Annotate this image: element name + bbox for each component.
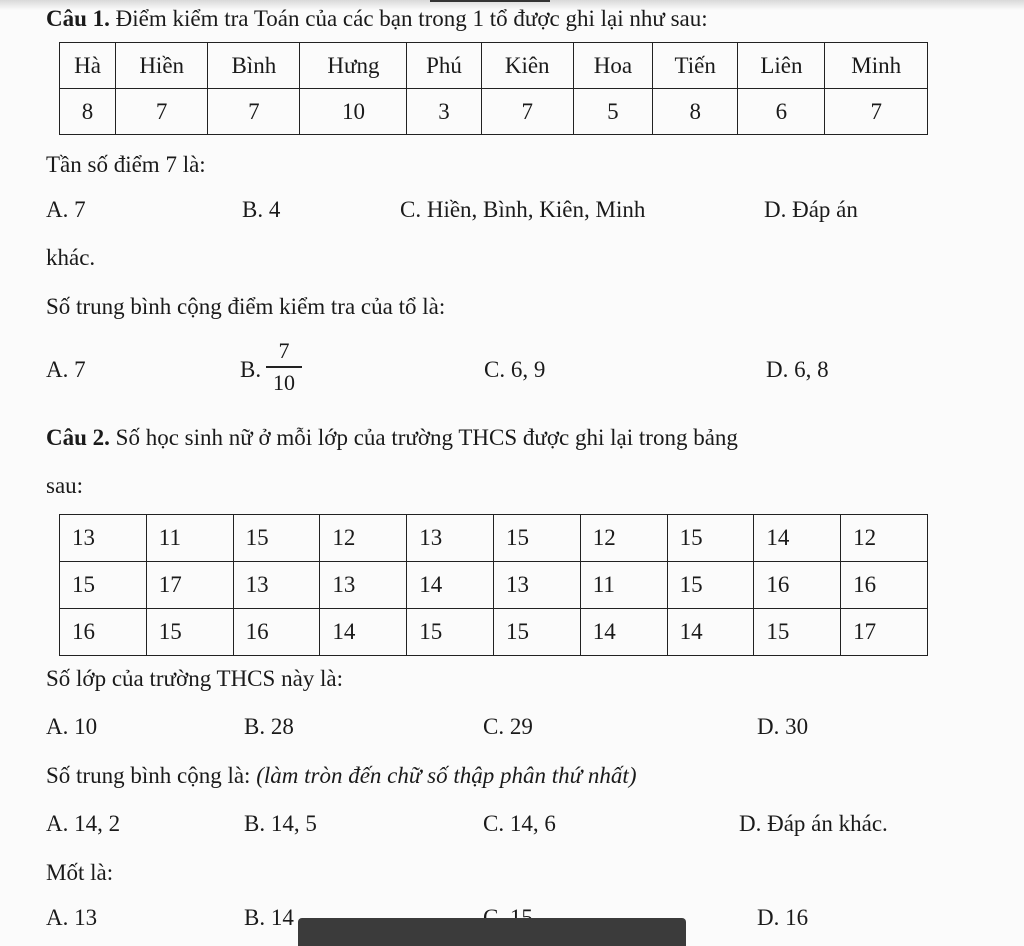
table-cell: 15 (146, 609, 233, 656)
q1-sub1-option-d: D. Đáp án (764, 197, 858, 222)
q2-sub3-option-b: B. 14 (244, 905, 294, 930)
table-cell: 5 (573, 89, 652, 135)
table-cell: 14 (667, 609, 754, 656)
table-cell: Hiền (116, 43, 208, 89)
table-cell: 15 (667, 515, 754, 562)
table-cell: 15 (493, 515, 580, 562)
bottom-toolbar[interactable] (298, 918, 686, 946)
fraction-numerator: 7 (278, 338, 290, 363)
table-cell: 14 (754, 515, 841, 562)
table-cell: 14 (407, 562, 494, 609)
table-cell: 16 (233, 609, 320, 656)
table-cell: Bình (208, 43, 300, 89)
table-cell: 13 (407, 515, 494, 562)
table-cell: 14 (580, 609, 667, 656)
top-rule (430, 0, 550, 2)
table-row (60, 562, 928, 609)
q1-sub2-option-a: A. 7 (46, 357, 86, 382)
q2-sub2-option-d: D. Đáp án khác. (739, 811, 888, 836)
table-cell: Minh (825, 43, 928, 89)
q2-sub2-option-b: B. 14, 5 (244, 811, 317, 836)
table-cell: 16 (841, 562, 928, 609)
table-cell: Kiên (481, 43, 573, 89)
table-cell: 13 (233, 562, 320, 609)
table-row (60, 89, 928, 135)
table-cell: 12 (580, 515, 667, 562)
table-cell: Hưng (300, 43, 407, 89)
table-row (60, 515, 928, 562)
table-cell: 7 (116, 89, 208, 135)
table-cell: 11 (146, 515, 233, 562)
table-cell: 3 (407, 89, 481, 135)
table-cell: Hoa (573, 43, 652, 89)
table-cell: 7 (825, 89, 928, 135)
q2-sub3-question: Mốt là: (46, 860, 114, 885)
table-cell: 7 (208, 89, 300, 135)
table-cell: 17 (146, 562, 233, 609)
table-cell: 8 (653, 89, 738, 135)
q1-sub2-question: Số trung bình cộng điểm kiểm tra của tổ là: (46, 294, 446, 319)
table-cell: 15 (754, 609, 841, 656)
table-cell: Hà (60, 43, 116, 89)
table-cell: 15 (233, 515, 320, 562)
table-row (60, 609, 928, 656)
q1-sub1-question: Tần số điểm 7 là: (46, 152, 206, 177)
q2-sub1-option-b: B. 28 (244, 714, 294, 739)
q1-sub1-option-b: B. 4 (242, 197, 281, 222)
table-cell: 13 (493, 562, 580, 609)
table-cell: 12 (841, 515, 928, 562)
score-table (59, 42, 928, 135)
table-cell: 10 (300, 89, 407, 135)
table-cell: 16 (754, 562, 841, 609)
q1-sub2-option-b-prefix: B. (240, 357, 262, 382)
q1-sub1-option-a: A. 7 (46, 197, 86, 222)
q1-sub2-option-c: C. 6, 9 (484, 357, 546, 382)
q2-heading: Câu 2. Số học sinh nữ ở mỗi lớp của trường THCS được ghi lại trong bảng (46, 425, 738, 450)
table-cell: 13 (60, 515, 147, 562)
table-row (60, 43, 928, 89)
table-cell: Phú (407, 43, 481, 89)
table-cell: 11 (580, 562, 667, 609)
table-cell: 15 (667, 562, 754, 609)
fraction-bar (266, 366, 302, 368)
q2-sub2-option-a: A. 14, 2 (46, 811, 121, 836)
table-cell: 8 (60, 89, 116, 135)
class-count-table (59, 514, 928, 656)
q2-sub2-option-c: C. 14, 6 (483, 811, 556, 836)
table-cell: 13 (320, 562, 407, 609)
q2-sub3-option-d: D. 16 (757, 905, 809, 930)
table-cell: 6 (738, 89, 825, 135)
q1-sub2-option-d: D. 6, 8 (766, 357, 829, 382)
table-cell: 7 (481, 89, 573, 135)
q2-sub3-option-a: A. 13 (46, 905, 98, 930)
q1-sub2-option-b-fraction (266, 338, 302, 396)
table-cell: Liên (738, 43, 825, 89)
table-cell: 15 (60, 562, 147, 609)
table-cell: 14 (320, 609, 407, 656)
q2-sub1-option-d: D. 30 (757, 714, 809, 739)
table-cell: 17 (841, 609, 928, 656)
q1-sub1-option-c: C. Hiền, Bình, Kiên, Minh (400, 197, 646, 222)
q2-sub1-question: Số lớp của trường THCS này là: (46, 666, 344, 691)
table-cell: Tiến (653, 43, 738, 89)
table-cell: 15 (493, 609, 580, 656)
q1-sub1-option-d-cont: khác. (46, 245, 96, 270)
table-cell: 12 (320, 515, 407, 562)
q2-sub2-question: Số trung bình cộng là: (làm tròn đến chữ số thập phân thứ nhất) (46, 763, 637, 788)
q2-sub1-option-a: A. 10 (46, 714, 98, 739)
q2-heading-cont: sau: (46, 473, 84, 498)
q1-heading: Câu 1. Điểm kiểm tra Toán của các bạn trong 1 tổ được ghi lại như sau: (46, 6, 708, 31)
fraction-denominator: 10 (273, 369, 295, 395)
q2-sub1-option-c: C. 29 (483, 714, 533, 739)
table-cell: 15 (407, 609, 494, 656)
table-cell: 16 (60, 609, 147, 656)
